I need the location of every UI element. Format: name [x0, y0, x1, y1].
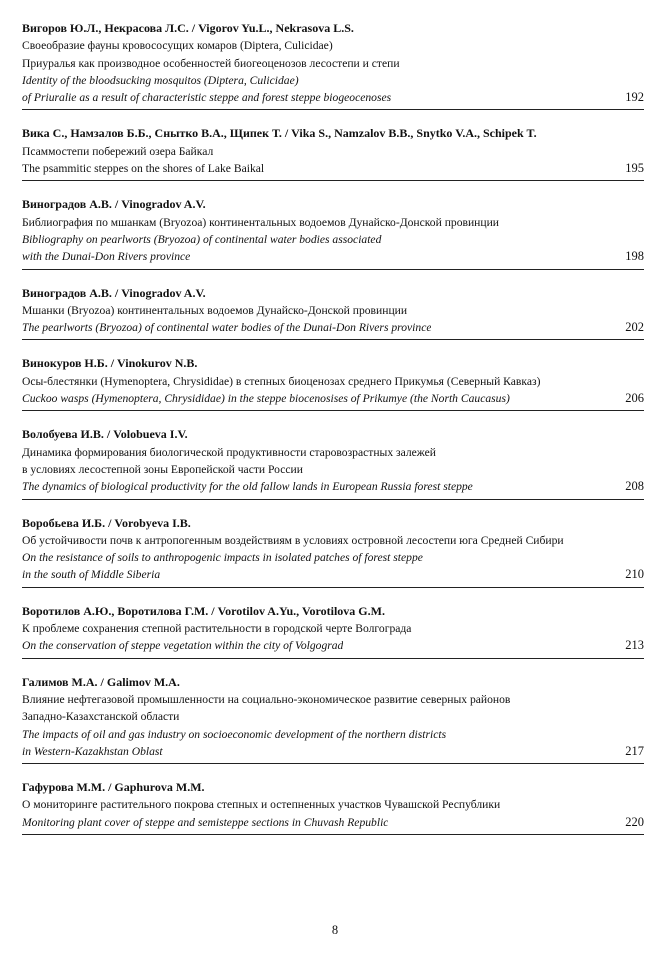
toc-entry [22, 603, 644, 659]
entry-title-en: On the conservation of steppe vegetation within the city of Volgograd [22, 639, 344, 653]
entry-page-number: 202 [625, 320, 644, 335]
entry-title-en: of Priuralie as a result of characteristic steppe and forest steppe biogeocenoses [22, 91, 392, 105]
entry-authors: Виноградов А.В. / Vinogradov A.V. [22, 197, 206, 212]
entry-title-ru: Библиография по мшанкам (Bryozoa) континентальных водоемов Дунайско-Донской провинции [22, 215, 499, 229]
entry-page-number: 217 [625, 743, 644, 758]
entry-page-number: 198 [625, 249, 644, 264]
entry-title-ru: Об устойчивости почв к антропогенным воздействиям в условиях островной лесостепи юга Средней Сибири [22, 533, 564, 547]
entry-authors: Галимов М.А. / Galimov M.A. [22, 674, 180, 689]
toc-entry [22, 515, 644, 588]
entry-last-line [22, 566, 644, 583]
toc-entry [22, 426, 644, 499]
entry-title-ru: The psammitic steppes on the shores of Lake Baikal [22, 162, 265, 176]
entry-authors: Волобуева И.В. / Volobueva I.V. [22, 427, 188, 442]
entry-title-en: with the Dunai-Don Rivers province [22, 250, 191, 264]
entry-title-ru: Влияние нефтегазовой промышленности на социально-экономическое развитие северных районов [22, 692, 511, 706]
entry-last-line [22, 319, 644, 336]
entry-last-line [22, 743, 644, 760]
entry-last-line [22, 814, 644, 831]
entry-last-line [22, 390, 644, 407]
toc-entry [22, 125, 644, 181]
entry-title-ru: в условиях лесостепной зоны Европейской части России [22, 462, 303, 476]
entry-title-en: Monitoring plant cover of steppe and semisteppe sections in Chuvash Republic [22, 815, 389, 829]
entry-title-en: The dynamics of biological productivity for the old fallow lands in European Russia forest steppe [22, 480, 473, 494]
entry-page-number: 220 [625, 814, 644, 829]
entry-authors: Виноградов А.В. / Vinogradov A.V. [22, 285, 206, 300]
entry-authors: Воротилов А.Ю., Воротилова Г.М. / Vorotilov A.Yu., Vorotilova G.M. [22, 603, 385, 618]
table-of-contents [22, 20, 644, 850]
entry-title-ru: Западно-Казахстанской области [22, 710, 180, 724]
entry-last-line [22, 637, 644, 654]
entry-authors: Воробьева И.Б. / Vorobyeva I.B. [22, 515, 191, 530]
entry-page-number: 210 [625, 567, 644, 582]
entry-authors: Винокуров Н.Б. / Vinokurov N.B. [22, 356, 198, 371]
entry-title-en: On the resistance of soils to anthropogenic impacts in isolated patches of forest steppe [22, 551, 423, 565]
entry-last-line [22, 160, 644, 177]
entry-authors: Вигоров Ю.Л., Некрасова Л.С. / Vigorov Yu.L., Nekrasova L.S. [22, 21, 354, 35]
toc-entry [22, 20, 644, 110]
entry-title-en: in the south of Middle Siberia [22, 568, 161, 582]
entry-title-ru: Мшанки (Bryozoa) континентальных водоемов Дунайско-Донской провинции [22, 303, 408, 317]
toc-entry [22, 196, 644, 269]
entry-page-number: 195 [625, 161, 644, 176]
toc-entry [22, 674, 644, 764]
toc-entry [22, 285, 644, 341]
entry-authors: Гафурова М.М. / Gaphurova M.M. [22, 780, 205, 795]
entry-last-line [22, 248, 644, 265]
entry-authors: Вика С., Намзалов Б.Б., Снытко В.А., Щипек Т. / Vika S., Namzalov B.B., Snytko V.A., Schipek T. [22, 126, 537, 141]
toc-entry [22, 355, 644, 411]
entry-page-number: 206 [625, 391, 644, 406]
entry-title-en: Cuckoo wasps (Hymenoptera, Chrysididae) in the steppe biocenosises of Prikumye (the North Caucasus) [22, 392, 510, 406]
entry-title-en: in Western-Kazakhstan Oblast [22, 744, 163, 758]
entry-page-number: 213 [625, 638, 644, 653]
entry-title-en: The impacts of oil and gas industry on socioeconomic development of the northern districts [22, 727, 447, 741]
entry-title-ru: О мониторинге растительного покрова степных и остепненных участков Чувашской Республики [22, 798, 501, 812]
entry-title-en: The pearlworts (Bryozoa) of continental water bodies of the Dunai-Don Rivers province [22, 321, 432, 335]
entry-title-ru: Своеобразие фауны кровососущих комаров (Diptera, Culicidae) [22, 39, 333, 53]
page-number: 8 [331, 923, 339, 937]
entry-page-number: 192 [625, 90, 644, 105]
entry-last-line [22, 478, 644, 495]
toc-entry [22, 779, 644, 835]
entry-title-ru: Псаммостепи побережий озера Байкал [22, 144, 214, 158]
entry-title-ru: Осы-блестянки (Hymenoptera, Chrysididae) в степных биоценозах среднего Прикумья (Северный Кавказ) [22, 374, 541, 388]
entry-page-number: 208 [625, 479, 644, 494]
entry-title-en: Identity of the bloodsucking mosquitos (Diptera, Culicidae) [22, 73, 299, 87]
entry-title-ru: Динамика формирования биологической продуктивности старовозрастных залежей [22, 445, 436, 459]
entry-title-ru: Приуралья как производное особенностей биогеоценозов лесостепи и степи [22, 56, 400, 70]
entry-last-line [22, 89, 644, 106]
entry-title-ru: К проблеме сохранения степной растительности в городской черте Волгограда [22, 622, 412, 636]
entry-title-en: Bibliography on pearlworts (Bryozoa) of continental water bodies associated [22, 232, 382, 246]
